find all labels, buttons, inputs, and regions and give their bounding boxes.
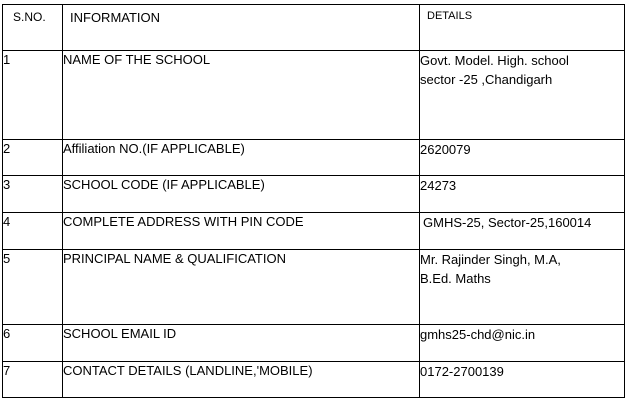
row-sno: 6 — [3, 325, 63, 362]
row-details — [420, 250, 625, 325]
row-details — [420, 213, 625, 250]
details-line: Mr. Rajinder Singh, M.A, — [420, 252, 561, 267]
row-sno: 4 — [3, 213, 63, 250]
details-line: 0172-2700139 — [420, 364, 504, 379]
row-information: SCHOOL CODE (IF APPLICABLE) — [63, 176, 420, 213]
table-row — [3, 51, 625, 140]
header-sno: S.NO. — [3, 5, 63, 51]
row-information: PRINCIPAL NAME & QUALIFICATION — [63, 250, 420, 325]
details-line: 2620079 — [420, 142, 471, 157]
row-sno: 5 — [3, 250, 63, 325]
row-information: NAME OF THE SCHOOL — [63, 51, 420, 140]
table-row — [3, 213, 625, 250]
row-sno: 2 — [3, 140, 63, 176]
row-information: SCHOOL EMAIL ID — [63, 325, 420, 362]
table-header-row — [3, 5, 625, 51]
row-details — [420, 325, 625, 362]
details-line: B.Ed. Maths — [420, 271, 491, 286]
details-line: GMHS-25, Sector-25,160014 — [423, 215, 592, 230]
row-details — [420, 176, 625, 213]
header-details: DETAILS — [420, 5, 625, 51]
school-information-table — [2, 4, 625, 398]
row-information: CONTACT DETAILS (LANDLINE,'MOBILE) — [63, 362, 420, 398]
details-line: sector -25 ,Chandigarh — [420, 72, 553, 87]
table-row — [3, 250, 625, 325]
table-row — [3, 176, 625, 213]
table-row — [3, 140, 625, 176]
header-information: INFORMATION — [63, 5, 420, 51]
details-line: Govt. Model. High. school — [420, 53, 569, 68]
table-row — [3, 325, 625, 362]
details-line: gmhs25-chd@nic.in — [420, 327, 536, 342]
details-line: 24273 — [420, 178, 457, 193]
row-sno: 7 — [3, 362, 63, 398]
row-details — [420, 140, 625, 176]
row-details — [420, 51, 625, 140]
row-sno: 1 — [3, 51, 63, 140]
table-row — [3, 362, 625, 398]
row-sno: 3 — [3, 176, 63, 213]
row-information: Affiliation NO.(IF APPLICABLE) — [63, 140, 420, 176]
row-details — [420, 362, 625, 398]
row-information: COMPLETE ADDRESS WITH PIN CODE — [63, 213, 420, 250]
